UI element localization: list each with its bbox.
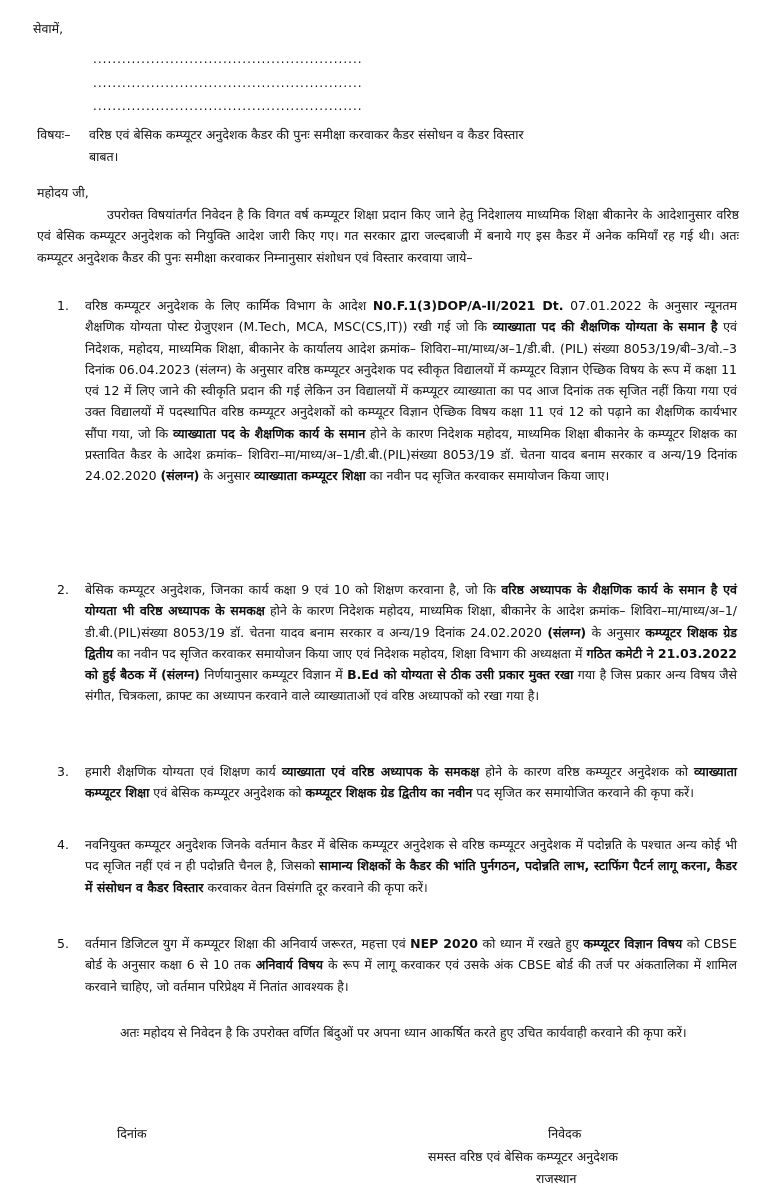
text-segment: होने के कारण निदेशक महोदय, माध्यमिक शिक्षा, बीकानेर के आदेश क्रमांक– शिविरा–मा/माध्य/अ–1/डी.बी.(PIL)संख्या 8053/19 डॉ. चेतना यादव बनाम सरकार व अन्य/19 दिनांक 24.02.2020: [85, 603, 737, 640]
bold-text-segment: वरिष्ठ अध्यापक के शैक्षणिक कार्य के समान है एवं योग्यता भी वरिष्ठ अध्यापक के समकक्ष: [85, 582, 738, 619]
signature-title: निवेदक: [548, 1126, 582, 1141]
closing-paragraph: अतः महोदय से निवेदन है कि उपरोक्त वर्णित बिंदुओं पर अपना ध्यान आकर्षित करते हुए उचित कार्यवाही करवाने की कृपा करें।: [120, 1025, 687, 1040]
subject-label: विषयः–: [37, 127, 71, 142]
bold-text-segment: (संलग्न): [547, 624, 587, 640]
bold-text-segment: सामान्य शिक्षकों के कैडर की भांति पुर्नगठन, पदोन्नति लाभ, स्टाफिंग पैटर्न लागू करना, कैडर में संसोधन व कैडर विस्तार: [85, 858, 737, 895]
point-3-text: [85, 761, 737, 804]
bold-text-segment: कम्प्यूटर शिक्षक ग्रेड द्वितीय: [85, 624, 737, 661]
bold-text-segment: कम्प्यूटर विज्ञान विषय: [583, 936, 683, 951]
text-segment: नवनियुक्त कम्प्यूटर अनुदेशक जिनके वर्तमान कैडर में बेसिक कम्प्यूटर अनुदेशक से वरिष्ठ कम्प्यूटर अनुदेशक में पदोन्नति के पश्चात अन्य कोई भी पद सृजित नहीं एवं न ही पदोन्नति चैनल है, जिसको: [85, 837, 737, 874]
text-segment: का नवीन पद सृजित करवाकर समायोजन किया जाए।: [365, 468, 610, 484]
bold-text-segment: व्याख्याता कम्प्यूटर शिक्षा: [85, 764, 737, 801]
bold-text-segment: NEP 2020: [410, 936, 478, 951]
text-segment: के अनुसार: [586, 624, 646, 640]
text-segment: वरिष्ठ कम्प्यूटर अनुदेशक के लिए कार्मिक विभाग के आदेश: [85, 298, 373, 313]
bold-text-segment: व्याख्याता कम्प्यूटर शिक्षा: [254, 468, 366, 484]
text-segment: निर्णयानुसार कम्प्यूटर विज्ञान में: [199, 667, 348, 683]
date-label: दिनांक: [117, 1126, 147, 1141]
bold-text-segment: गठित कमेटी ने 21.03.2022 को हुई बैठक में (संलग्न): [85, 645, 737, 683]
point-5-text: [85, 933, 737, 997]
intro-paragraph: उपरोक्त विषयांतर्गत निवेदन है कि विगत वर्ष कम्प्यूटर शिक्षा प्रदान किए जाने हेतु निदेशालय माध्यमिक शिक्षा बीकानेर के आदेशानुसार वरिष्ठ एवं बेसिक कम्प्यूटर अनुदेशक को नियुक्ति आदेश जारी किए गए। गत सरकार द्वारा जल्दबाजी में बनाये गए इस कैडर में अनेक कमियाँ रह गई थी। अतः कम्प्यूटर अनुदेशक कैडर की पुनः समीक्षा करवाकर निम्नानुसार संशोधन एवं विस्तार करवाया जाये–: [37, 207, 739, 265]
text-segment: को CBSE बोर्ड के अनुसार कक्षा 6 से 10 तक: [85, 936, 737, 973]
subject-line-1: वरिष्ठ एवं बेसिक कम्प्यूटर अनुदेशक कैडर की पुनः समीक्षा करवाकर कैडर संसोधन व कैडर विस्तार: [89, 127, 524, 142]
bold-text-segment: N0.F.1(3)DOP/A-II/2021 Dt.: [372, 298, 564, 313]
point-3-number: 3.: [57, 764, 69, 779]
bold-text-segment: कम्प्यूटर शिक्षक ग्रेड द्वितीय का नवीन: [305, 785, 473, 801]
point-5-number: 5.: [57, 936, 69, 951]
point-2-text: [85, 579, 737, 707]
bold-text-segment: अनिवार्य विषय: [255, 957, 323, 973]
point-4-number: 4.: [57, 837, 69, 852]
subject-line-2: बाबत।: [89, 149, 119, 164]
text-segment: एवं बेसिक कम्प्यूटर अनुदेशक को: [149, 785, 306, 801]
bold-text-segment: (संलग्न): [160, 468, 200, 484]
bold-text-segment: B.Ed को योग्यता से ठीक उसी प्रकार मुक्त रखा: [347, 667, 574, 683]
signature-line-2: राजस्थान: [536, 1171, 577, 1186]
point-2-number: 2.: [57, 582, 69, 597]
point-1-number: 1.: [57, 298, 69, 313]
text-segment: बेसिक कम्प्यूटर अनुदेशक, जिनका कार्य कक्षा 9 एवं 10 को शिक्षण करवाना है, जो कि: [85, 582, 502, 597]
address-line-2: ........................................................: [93, 76, 363, 90]
bold-text-segment: व्याख्याता पद की शैक्षणिक योग्यता के समान है: [492, 319, 718, 335]
text-segment: हमारी शैक्षणिक योग्यता एवं शिक्षण कार्य: [85, 764, 282, 779]
address-line-3: ........................................................: [93, 99, 363, 113]
point-1-text: [85, 295, 737, 487]
text-segment: होने के कारण वरिष्ठ कम्प्यूटर अनुदेशक को: [479, 764, 695, 779]
signature-line-1: समस्त वरिष्ठ एवं बेसिक कम्प्यूटर अनुदेशक: [428, 1149, 618, 1164]
text-segment: होने के कारण निदेशक महोदय, माध्यमिक शिक्षा बीकानेर के कम्प्यूटर शिक्षक का प्रस्तावित कैडर के आदेश क्रमांक– शिविरा–मा/माध्य/अ–1/डी.बी.(PIL)संख्या 8053/19 डॉ. चेतना यादव बनाम सरकार व अन्य/19 दिनांक 24.02.2020: [85, 425, 737, 484]
greeting: महोदय जी,: [37, 185, 89, 200]
bold-text-segment: व्याख्याता एवं वरिष्ठ अध्यापक के समकक्ष: [281, 764, 480, 779]
bold-text-segment: व्याख्याता पद के शैक्षणिक कार्य के समान: [172, 425, 366, 441]
point-4-text: [85, 834, 737, 898]
salutation-to: सेवामें,: [33, 21, 64, 36]
text-segment: के अनुसार: [199, 468, 255, 484]
text-segment: का नवीन पद सृजित करवाकर समायोजन किया जाए एवं निदेशक महोदय, शिक्षा विभाग की अध्यक्षता में: [113, 645, 587, 661]
text-segment: को ध्यान में रखते हुए: [478, 936, 584, 951]
text-segment: पद सृजित कर समायोजित करवाने की कृपा करें।: [472, 785, 694, 801]
text-segment: वर्तमान डिजिटल युग में कम्प्यूटर शिक्षा की अनिवार्य जरूरत, महत्ता एवं: [85, 936, 411, 951]
address-line-1: ........................................................: [93, 52, 363, 66]
text-segment: करवाकर वेतन विसंगति दूर करवाने की कृपा करें।: [203, 879, 428, 895]
text-segment: एवं निदेशक, महोदय, माध्यमिक शिक्षा, बीकानेर के कार्यालय आदेश क्रमांक– शिविरा–मा/माध्य/अ–1/डी.बी. (PIL) संख्या 8053/19/बी–3/वो.–3 दिनांक 06.04.2023 (संलग्न) के अनुसार वरिष्ठ कम्प्यूटर अनुदेशक पद स्वीकृत विद्यालयों में कम्प्यूटर विज्ञान ऐच्छिक विषय के रूप में कक्षा 11 एवं 12 में लिए जाने की स्वीकृति प्रदान की गई लेकिन उन विद्यालयों में कम्प्यूटर व्याख्याता का पद आज दिनांक तक सृजित नहीं किया गया एवं उक्त विद्यालयों में पदस्थापित वरिष्ठ कम्प्यूटर अनुदेशकों को कम्प्यूटर विज्ञान ऐच्छिक विषय कक्षा 11 एवं 12 को पढ़ाने का शैक्षणिक कार्यभार सौंपा गया, जो कि: [85, 319, 737, 441]
text-segment: गया है जिस प्रकार अन्य विषय जैसे संगीत, चित्रकला, क्राफ्ट का अध्यापन करवाने वाले व्याख्याताओं एवं वरिष्ठ अध्यापकों को रखा गया है।: [85, 667, 737, 704]
text-segment: के रूप में लागू करवाकर एवं उसके अंक CBSE बोर्ड की तर्ज पर अंकतालिका में शामिल करवाने चाहिए, जो वर्तमान परिप्रेक्ष्य में नितांत आवश्यक है।: [85, 957, 737, 994]
text-segment: 07.01.2022 के अनुसार न्यूनतम शैक्षणिक योग्यता पोस्ट ग्रेजुएशन (M.Tech, MCA, MSC(CS,IT)) रखी गई जो कि: [85, 298, 737, 335]
